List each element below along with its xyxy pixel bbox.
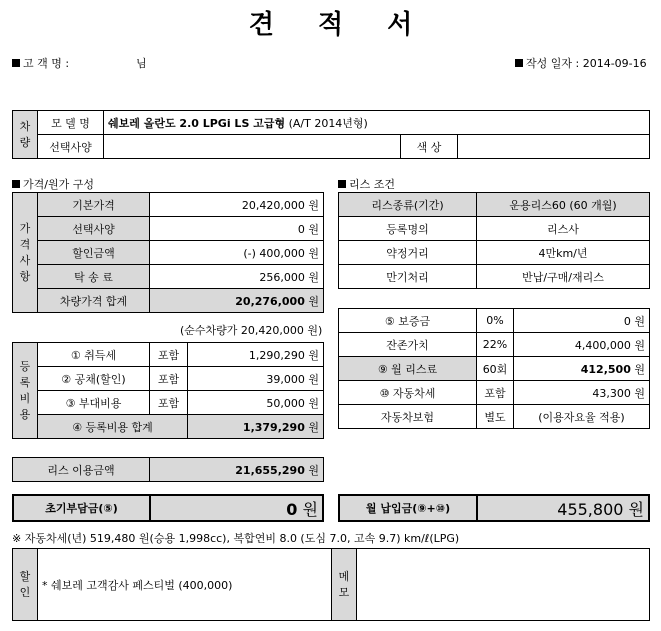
- reg-row-type: 포함: [150, 367, 188, 391]
- residual-value: 4,400,000 원: [514, 333, 650, 357]
- tax-footnote: ※ 자동차세(년) 519,480 원(승용 1,998cc), 복합연비 8.0 (도심 7.0, 고속 9.7) km/ℓ(LPG): [12, 532, 460, 545]
- memo-label: 메 모: [332, 549, 357, 621]
- date-label: 작성 일자 :: [526, 57, 580, 70]
- reg-row-value: 1,290,290 원: [188, 343, 324, 367]
- price-row-value: 20,420,000 원: [150, 193, 324, 217]
- price-row-label: 탁 송 료: [38, 265, 150, 289]
- lease-heading: [338, 176, 395, 192]
- price-row-value: (-) 400,000 원: [150, 241, 324, 265]
- monthly-lease-unit: 원: [634, 362, 645, 376]
- deposit-rate: 0%: [477, 309, 514, 333]
- price-heading: [12, 176, 94, 192]
- model-note: (A/T 2014년형): [288, 116, 368, 130]
- residual-rate: 22%: [477, 333, 514, 357]
- customer-label: 고 객 명 :: [23, 57, 70, 70]
- price-table: [12, 192, 324, 313]
- discount-memo-table: [12, 548, 650, 621]
- residual-label: 잔존가치: [339, 333, 477, 357]
- price-row-value: 256,000 원: [150, 265, 324, 289]
- reg-row-label: ③ 부대비용: [38, 391, 150, 415]
- lease-costs-table: [338, 308, 650, 429]
- monthly-lease-cell: [514, 357, 650, 381]
- lease-fee-unit: 원: [308, 463, 319, 477]
- monthly-payment-cell: [477, 495, 649, 521]
- monthly-payment-value: 455,800: [557, 499, 624, 519]
- monthly-lease-label: ⑨ 월 리스료: [339, 357, 477, 381]
- option-value: [104, 135, 401, 159]
- lease-fee-label: 리스 이용금액: [13, 458, 150, 482]
- reg-total-label: ④ 등록비용 합계: [38, 415, 188, 439]
- car-tax-type: 포함: [477, 381, 514, 405]
- color-value: [458, 135, 650, 159]
- price-row-value: 0 원: [150, 217, 324, 241]
- insurance-value: (이용자요율 적용): [514, 405, 650, 429]
- customer-suffix: 님: [136, 57, 147, 70]
- monthly-payment-label: 월 납입금(⑨+⑩): [339, 495, 477, 521]
- reg-total-value: 1,379,290: [242, 420, 305, 434]
- lease-fee-value: 21,655,290: [235, 463, 305, 477]
- deposit-label: ⑤ 보증금: [339, 309, 477, 333]
- lease-term-label: 약정거리: [339, 241, 477, 265]
- model-cell: [104, 111, 650, 135]
- model-label: 모 델 명: [38, 111, 104, 135]
- lease-term-value: 리스사: [477, 217, 650, 241]
- price-total-cell: [150, 289, 324, 313]
- lease-term-value: 4만km/년: [477, 241, 650, 265]
- monthly-lease-count: 60회: [477, 357, 514, 381]
- initial-payment-value: 0: [286, 499, 298, 519]
- date-line: [515, 55, 647, 71]
- square-bullet-icon: [515, 59, 523, 67]
- price-total-value: 20,276,000: [235, 294, 305, 308]
- lease-term-value: 반납/구매/재리스: [477, 265, 650, 289]
- car-tax-label: ⑩ 자동차세: [339, 381, 477, 405]
- price-row-label: 선택사양: [38, 217, 150, 241]
- title-char-3: 서: [387, 10, 413, 40]
- reg-row-label: ① 취득세: [38, 343, 150, 367]
- reg-row-value: 39,000 원: [188, 367, 324, 391]
- title-char-2: 적: [317, 10, 344, 40]
- initial-payment-unit: 원: [302, 499, 318, 519]
- initial-payment-label: 초기부담금(⑤): [13, 495, 150, 521]
- lease-fee-cell: [150, 458, 324, 482]
- price-row-label: 기본가격: [38, 193, 150, 217]
- lease-fee-table: [12, 457, 324, 482]
- price-heading-text: 가격/원가 구성: [23, 178, 94, 191]
- discount-label: 할 인: [13, 549, 38, 621]
- monthly-payment-unit: 원: [628, 499, 644, 519]
- price-group-label: 가 격 사 항: [13, 193, 38, 313]
- lease-type-label: 리스종류(기간): [339, 193, 477, 217]
- reg-total-unit: 원: [308, 420, 319, 434]
- insurance-label: 자동차보험: [339, 405, 477, 429]
- memo-text: [357, 549, 650, 621]
- square-bullet-icon: [338, 180, 346, 188]
- price-total-label: 차량가격 합계: [38, 289, 150, 313]
- lease-type-value: 운용리스60 (60 개월): [477, 193, 650, 217]
- reg-row-type: 포함: [150, 391, 188, 415]
- customer-line: [12, 55, 69, 71]
- lease-heading-text: 리스 조건: [349, 178, 396, 191]
- lease-term-label: 등록명의: [339, 217, 477, 241]
- registration-table: [12, 342, 324, 439]
- title-char-1: 견: [248, 10, 274, 40]
- initial-payment-table: [12, 494, 324, 522]
- reg-group-label: 등 록 비 용: [13, 343, 38, 439]
- reg-row-label: ② 공채(할인): [38, 367, 150, 391]
- net-price-note: (순수차량가 20,420,000 원): [180, 324, 323, 337]
- lease-terms-table: [338, 192, 650, 289]
- reg-total-cell: [188, 415, 324, 439]
- model-value: 쉐보레 올란도 2.0 LPGi LS 고급형: [108, 116, 286, 130]
- price-row-label: 할인금액: [38, 241, 150, 265]
- lease-term-label: 만기처리: [339, 265, 477, 289]
- color-label: 색 상: [401, 135, 458, 159]
- page-title: [0, 4, 661, 41]
- vehicle-section-label: 차 량: [13, 111, 38, 159]
- monthly-lease-value: 412,500: [580, 362, 631, 376]
- insurance-type: 별도: [477, 405, 514, 429]
- car-tax-value: 43,300 원: [514, 381, 650, 405]
- reg-row-value: 50,000 원: [188, 391, 324, 415]
- square-bullet-icon: [12, 180, 20, 188]
- deposit-value: 0 원: [514, 309, 650, 333]
- initial-payment-cell: [150, 495, 323, 521]
- discount-text: * 쉐보레 고객감사 페스티벌 (400,000): [38, 549, 332, 621]
- reg-row-type: 포함: [150, 343, 188, 367]
- square-bullet-icon: [12, 59, 20, 67]
- price-total-unit: 원: [308, 294, 319, 308]
- date-value: 2014-09-16: [582, 57, 647, 70]
- vehicle-table: [12, 110, 650, 159]
- monthly-payment-table: [338, 494, 650, 522]
- option-label: 선택사양: [38, 135, 104, 159]
